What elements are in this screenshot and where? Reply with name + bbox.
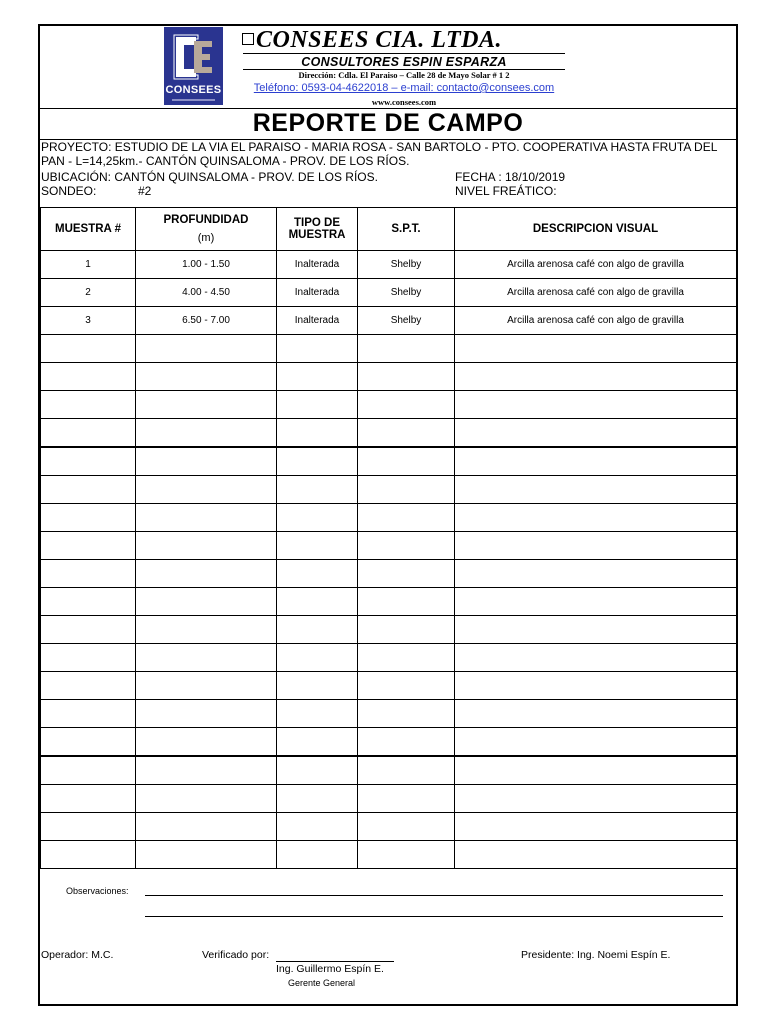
cell-profundidad [136,391,277,419]
cell-muestra [41,335,136,363]
company-underline [243,53,565,54]
table-row [41,588,737,616]
cell-muestra [41,644,136,672]
cell-descripcion [455,363,737,391]
table-row [41,560,737,588]
cell-descripcion [455,335,737,363]
cell-tipo: Inalterada [277,279,358,307]
cell-tipo [277,476,358,504]
cell-muestra [41,728,136,757]
cell-spt [358,419,455,448]
table-row [41,476,737,504]
cell-tipo [277,504,358,532]
table-row [41,532,737,560]
cell-spt: Shelby [358,307,455,335]
table-row [41,335,737,363]
cell-spt [358,841,455,869]
cell-spt [358,672,455,700]
cell-descripcion [455,700,737,728]
header-tipo-line2: MUESTRA [288,229,346,241]
cell-descripcion [455,532,737,560]
cell-descripcion [455,813,737,841]
logo-subline [172,99,215,101]
cell-profundidad [136,335,277,363]
cell-spt [358,616,455,644]
cell-tipo [277,756,358,785]
cell-muestra [41,391,136,419]
cell-tipo [277,841,358,869]
cell-muestra [41,363,136,391]
cell-descripcion [455,476,737,504]
cell-spt [358,504,455,532]
cell-spt [358,785,455,813]
cell-tipo [277,335,358,363]
verificador-role: Gerente General [288,978,356,988]
cell-spt: Shelby [358,279,455,307]
samples-table [40,207,737,869]
cell-profundidad [136,616,277,644]
cell-profundidad: 4.00 - 4.50 [136,279,277,307]
cell-muestra [41,588,136,616]
cell-descripcion: Arcilla arenosa café con algo de gravilla [455,307,737,335]
cell-tipo [277,785,358,813]
table-row [41,251,737,279]
cell-profundidad [136,504,277,532]
table-row [41,700,737,728]
cell-descripcion [455,728,737,757]
cell-spt [358,756,455,785]
cell-profundidad [136,700,277,728]
cell-tipo [277,644,358,672]
cell-profundidad [136,644,277,672]
cell-spt [358,447,455,476]
cell-spt [358,391,455,419]
header-tipo-muestra [277,208,358,251]
table-row [41,419,737,448]
table-row [41,841,737,869]
cell-muestra: 3 [41,307,136,335]
cell-muestra [41,813,136,841]
cell-descripcion [455,447,737,476]
cell-spt [358,560,455,588]
cell-descripcion [455,616,737,644]
cell-profundidad: 1.00 - 1.50 [136,251,277,279]
table-row [41,447,737,476]
cell-profundidad [136,532,277,560]
sondeo-label: SONDEO: [41,184,97,198]
observaciones-line-1 [145,895,723,896]
cell-profundidad [136,672,277,700]
observaciones-label: Observaciones: [66,886,129,896]
header-descripcion: DESCRIPCION VISUAL [455,208,737,251]
header-profundidad-unit: (m) [197,232,215,244]
cell-muestra [41,419,136,448]
cell-muestra [41,476,136,504]
project-line-1: PROYECTO: ESTUDIO DE LA VIA EL PARAISO - MARIA ROSA - SAN BARTOLO - PTO. COOPERATIVA HASTA FRUTA DEL [41,140,718,154]
cell-tipo [277,728,358,757]
table-row [41,391,737,419]
table-row [41,785,737,813]
website-text: www.consees.com [371,97,437,107]
cell-spt [358,532,455,560]
cell-muestra [41,672,136,700]
table-row [41,672,737,700]
cell-tipo [277,363,358,391]
cell-muestra [41,532,136,560]
table-row [41,756,737,785]
company-name-text: CONSEES CIA. LTDA. [256,27,502,53]
cell-profundidad [136,813,277,841]
table-row [41,644,737,672]
logo-glyph-icon [170,31,216,83]
cell-tipo [277,447,358,476]
cell-descripcion [455,672,737,700]
table-row [41,279,737,307]
company-name [242,27,572,54]
cell-descripcion [455,756,737,785]
table-row [41,728,737,757]
cell-tipo [277,560,358,588]
cell-profundidad [136,476,277,504]
table-row [41,504,737,532]
cell-tipo: Inalterada [277,307,358,335]
cell-descripcion [455,588,737,616]
location-text: UBICACIÓN: CANTÓN QUINSALOMA - PROV. DE LOS RÍOS. [41,170,378,184]
verificado-label: Verificado por: [202,949,270,961]
cell-spt [358,335,455,363]
company-subtitle: CONSULTORES ESPIN ESPARZA [301,55,507,69]
cell-tipo [277,419,358,448]
cell-profundidad [136,419,277,448]
contact-link[interactable]: Teléfono: 0593-04-4622018 – e-mail: contacto@consees.com [253,82,555,94]
cell-spt [358,363,455,391]
cell-tipo [277,532,358,560]
cell-descripcion: Arcilla arenosa café con algo de gravilla [455,251,737,279]
cell-profundidad: 6.50 - 7.00 [136,307,277,335]
observaciones-line-2 [145,916,723,917]
cell-descripcion [455,419,737,448]
cell-muestra [41,785,136,813]
cell-tipo [277,813,358,841]
cell-descripcion [455,785,737,813]
table-row [41,363,737,391]
cell-tipo [277,700,358,728]
header-spt: S.P.T. [358,208,455,251]
cell-spt [358,644,455,672]
cell-descripcion [455,391,737,419]
cell-spt [358,476,455,504]
cell-profundidad [136,560,277,588]
sondeo-value: #2 [138,184,152,198]
project-line-2: PAN - L=14,25km.- CANTÓN QUINSALOMA - PROV. DE LOS RÍOS. [41,154,410,168]
table-row [41,307,737,335]
cell-muestra [41,616,136,644]
cell-descripcion [455,504,737,532]
cell-descripcion [455,841,737,869]
table-header-row [41,208,737,251]
date-text: FECHA : 18/10/2019 [455,170,566,184]
cell-muestra [41,560,136,588]
cell-tipo [277,588,358,616]
cell-muestra [41,841,136,869]
cell-descripcion [455,644,737,672]
signature-line [276,961,394,962]
cell-descripcion [455,560,737,588]
header-muestra: MUESTRA # [41,208,136,251]
cell-muestra [41,756,136,785]
operador-text: Operador: M.C. [41,949,114,961]
cell-muestra: 2 [41,279,136,307]
header-tipo-line1: TIPO DE [293,217,340,229]
cell-muestra [41,700,136,728]
report-title: REPORTE DE CAMPO [252,109,524,137]
cell-profundidad [136,785,277,813]
logo-text: CONSEES [165,84,222,96]
cell-profundidad [136,728,277,757]
nivel-freatico-label: NIVEL FREÁTICO: [455,184,557,198]
cell-tipo [277,391,358,419]
cell-tipo [277,616,358,644]
table-row [41,813,737,841]
cell-muestra [41,504,136,532]
cell-profundidad [136,363,277,391]
cell-spt: Shelby [358,251,455,279]
cell-profundidad [136,756,277,785]
cell-profundidad [136,841,277,869]
cell-spt [358,700,455,728]
cell-muestra [41,447,136,476]
cell-descripcion: Arcilla arenosa café con algo de gravilla [455,279,737,307]
company-address: Dirección: Cdla. El Paraiso – Calle 28 de Mayo Solar # 1 2 [298,70,510,80]
cell-profundidad [136,588,277,616]
cell-spt [358,588,455,616]
cell-tipo: Inalterada [277,251,358,279]
cell-muestra: 1 [41,251,136,279]
company-logo [164,27,223,105]
header-profundidad [136,208,277,251]
verificador-name: Ing. Guillermo Espín E. [276,963,384,975]
header-profundidad-label: PROFUNDIDAD [163,214,249,226]
presidente-text: Presidente: Ing. Noemi Espín E. [521,949,671,961]
checkbox-square-icon [242,33,254,45]
cell-spt [358,813,455,841]
cell-profundidad [136,447,277,476]
cell-spt [358,728,455,757]
cell-tipo [277,672,358,700]
table-row [41,616,737,644]
